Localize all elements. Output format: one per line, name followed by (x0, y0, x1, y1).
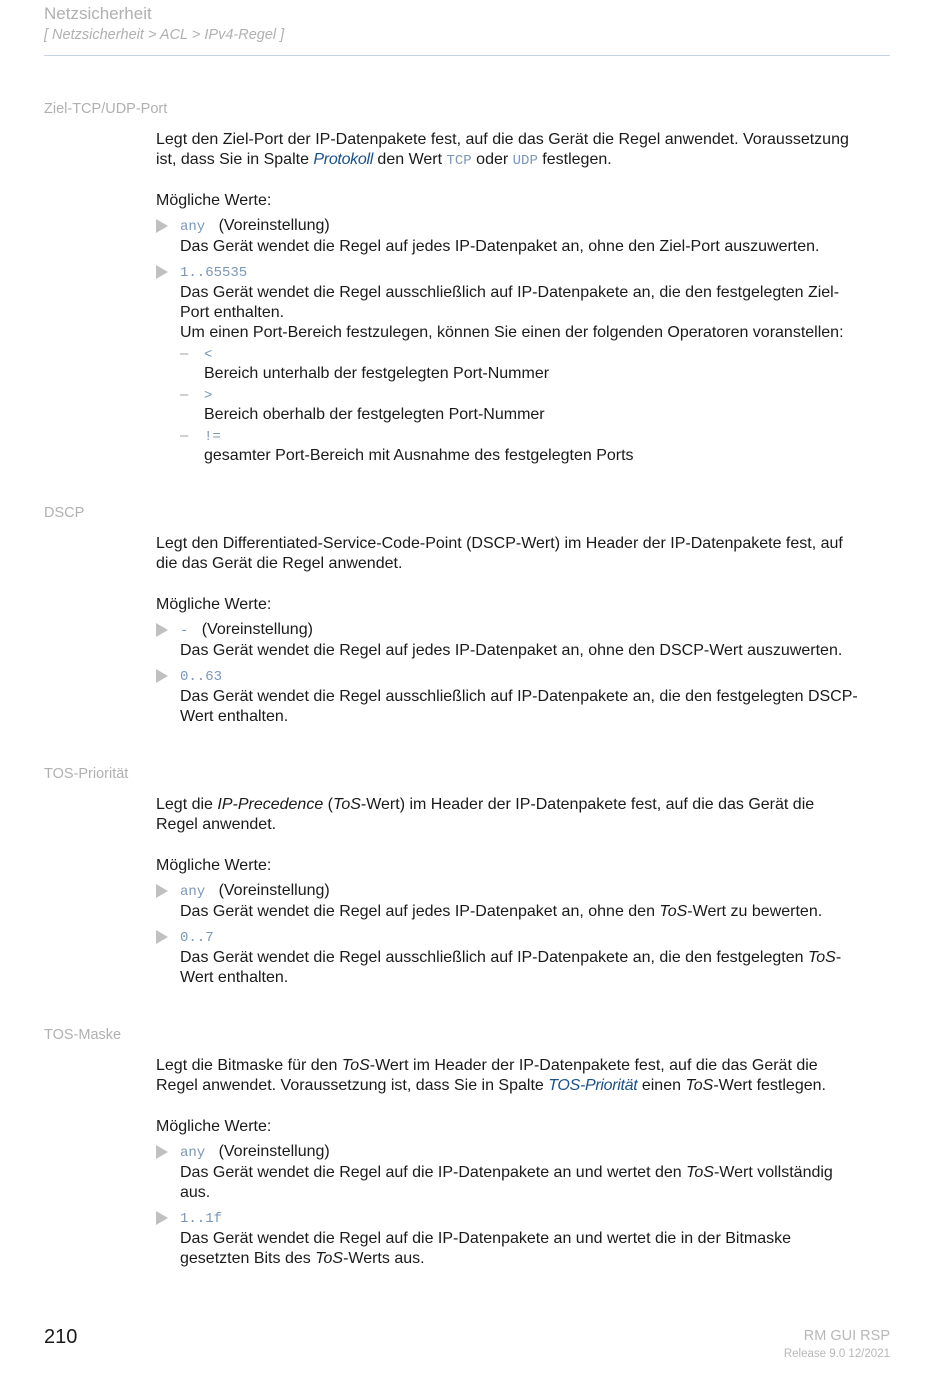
bullet-icon (156, 219, 168, 233)
intro-line: Legt die Bitmaske für den ToS-Wert im Header der IP-Datenpakete fest, auf die das Gerät die (156, 1057, 818, 1074)
page-number: 210 (44, 1326, 78, 1348)
bullet-icon (156, 669, 168, 683)
section-title-tos-prioritaet: TOS-Priorität (44, 766, 129, 782)
value-desc: Das Gerät wendet die Regel auf die IP-Datenpakete an und wertet den ToS-Wert vollständig (180, 1164, 833, 1181)
udp-value: UDP (512, 153, 538, 169)
value-desc: Das Gerät wendet die Regel auf jedes IP-Datenpaket an, ohne den ToS-Wert zu bewerten. (180, 903, 823, 920)
section-ziel-port (156, 130, 896, 470)
bullet-icon (156, 623, 168, 637)
section-tos-prioritaet (156, 795, 896, 995)
value-desc: Das Gerät wendet die Regel auf jedes IP-Datenpaket an, ohne den DSCP-Wert auszuwerten. (180, 642, 843, 659)
value-desc: Um einen Port-Bereich festzulegen, können Sie einen der folgenden Operatoren voranstellen: (180, 324, 844, 341)
operator: > (204, 388, 213, 404)
value-item: any (Voreinstellung) (180, 1143, 330, 1161)
bullet-icon (156, 265, 168, 279)
section-title-tos-maske: TOS-Maske (44, 1027, 122, 1043)
footer-doc-name: RM GUI RSP (803, 1328, 890, 1344)
operator: != (204, 429, 221, 445)
bullet-icon (156, 884, 168, 898)
tcp-value: TCP (446, 153, 472, 169)
dash-icon: – (180, 345, 189, 362)
intro-line: Legt die IP-Precedence (ToS-Wert) im Header der IP-Datenpakete fest, auf die das Gerät die (156, 796, 815, 813)
intro-line: die das Gerät die Regel anwendet. (156, 555, 403, 572)
section-dscp (156, 534, 896, 734)
footer-release: Release 9.0 12/2021 (783, 1348, 890, 1360)
breadcrumb: [ Netzsicherheit > ACL > IPv4-Regel ] (44, 27, 285, 43)
value-desc: Das Gerät wendet die Regel ausschließlich auf IP-Datenpakete an, die den festgelegten DSCP- (180, 688, 858, 705)
value-desc: Das Gerät wendet die Regel auf die IP-Datenpakete an und wertet die in der Bitmaske (180, 1230, 792, 1247)
intro-line: Legt den Ziel-Port der IP-Datenpakete fest, auf die das Gerät die Regel anwendet. Voraussetzung (156, 131, 849, 148)
bullet-icon (156, 1145, 168, 1159)
section-title-ziel-port: Ziel-TCP/UDP-Port (44, 101, 168, 117)
protokoll-link[interactable]: Protokoll (313, 151, 373, 168)
possible-values-label: Mögliche Werte: (156, 857, 272, 874)
intro-line: Regel anwendet. (156, 816, 277, 833)
intro-line: ist, dass Sie in Spalte Protokoll den Wert TCP oder UDP festlegen. (156, 151, 612, 169)
value-desc: Wert enthalten. (180, 969, 289, 986)
possible-values-label: Mögliche Werte: (156, 596, 272, 613)
value-item: 0..7 (180, 930, 214, 946)
value-item: 0..63 (180, 669, 223, 685)
value-desc: Das Gerät wendet die Regel ausschließlich auf IP-Datenpakete an, die den festgelegten ToS- (180, 949, 842, 966)
value-item: any (Voreinstellung) (180, 882, 330, 900)
intro-line: Legt den Differentiated-Service-Code-Point (DSCP-Wert) im Header der IP-Datenpakete fest, auf (156, 535, 843, 552)
operator-desc: Bereich unterhalb der festgelegten Port-Nummer (204, 365, 550, 382)
value-desc: Port enthalten. (180, 304, 285, 321)
tos-prioritaet-link[interactable]: TOS-Priorität (548, 1077, 638, 1094)
value-desc: aus. (180, 1184, 211, 1201)
header-divider (44, 55, 890, 56)
operator: < (204, 347, 213, 363)
value-desc: Das Gerät wendet die Regel ausschließlich auf IP-Datenpakete an, die den festgelegten Ziel- (180, 284, 840, 301)
value-item: any (Voreinstellung) (180, 217, 330, 235)
section-tos-maske (156, 1056, 896, 1276)
value-item: - (Voreinstellung) (180, 621, 313, 639)
possible-values-label: Mögliche Werte: (156, 192, 272, 209)
value-desc: gesetzten Bits des ToS-Werts aus. (180, 1250, 425, 1267)
operator-desc: gesamter Port-Bereich mit Ausnahme des festgelegten Ports (204, 447, 634, 464)
bullet-icon (156, 1211, 168, 1225)
possible-values-label: Mögliche Werte: (156, 1118, 272, 1135)
dash-icon: – (180, 427, 189, 444)
value-item: 1..65535 (180, 265, 248, 281)
value-desc: Wert enthalten. (180, 708, 289, 725)
value-desc: Das Gerät wendet die Regel auf jedes IP-Datenpaket an, ohne den Ziel-Port auszuwerten. (180, 238, 820, 255)
operator-desc: Bereich oberhalb der festgelegten Port-Nummer (204, 406, 545, 423)
intro-line: Regel anwendet. Voraussetzung ist, dass Sie in Spalte TOS-Priorität einen ToS-Wert festlegen. (156, 1077, 826, 1094)
header-title: Netzsicherheit (44, 4, 152, 23)
dash-icon: – (180, 386, 189, 403)
bullet-icon (156, 930, 168, 944)
value-item: 1..1f (180, 1211, 223, 1227)
section-title-dscp: DSCP (44, 505, 85, 521)
